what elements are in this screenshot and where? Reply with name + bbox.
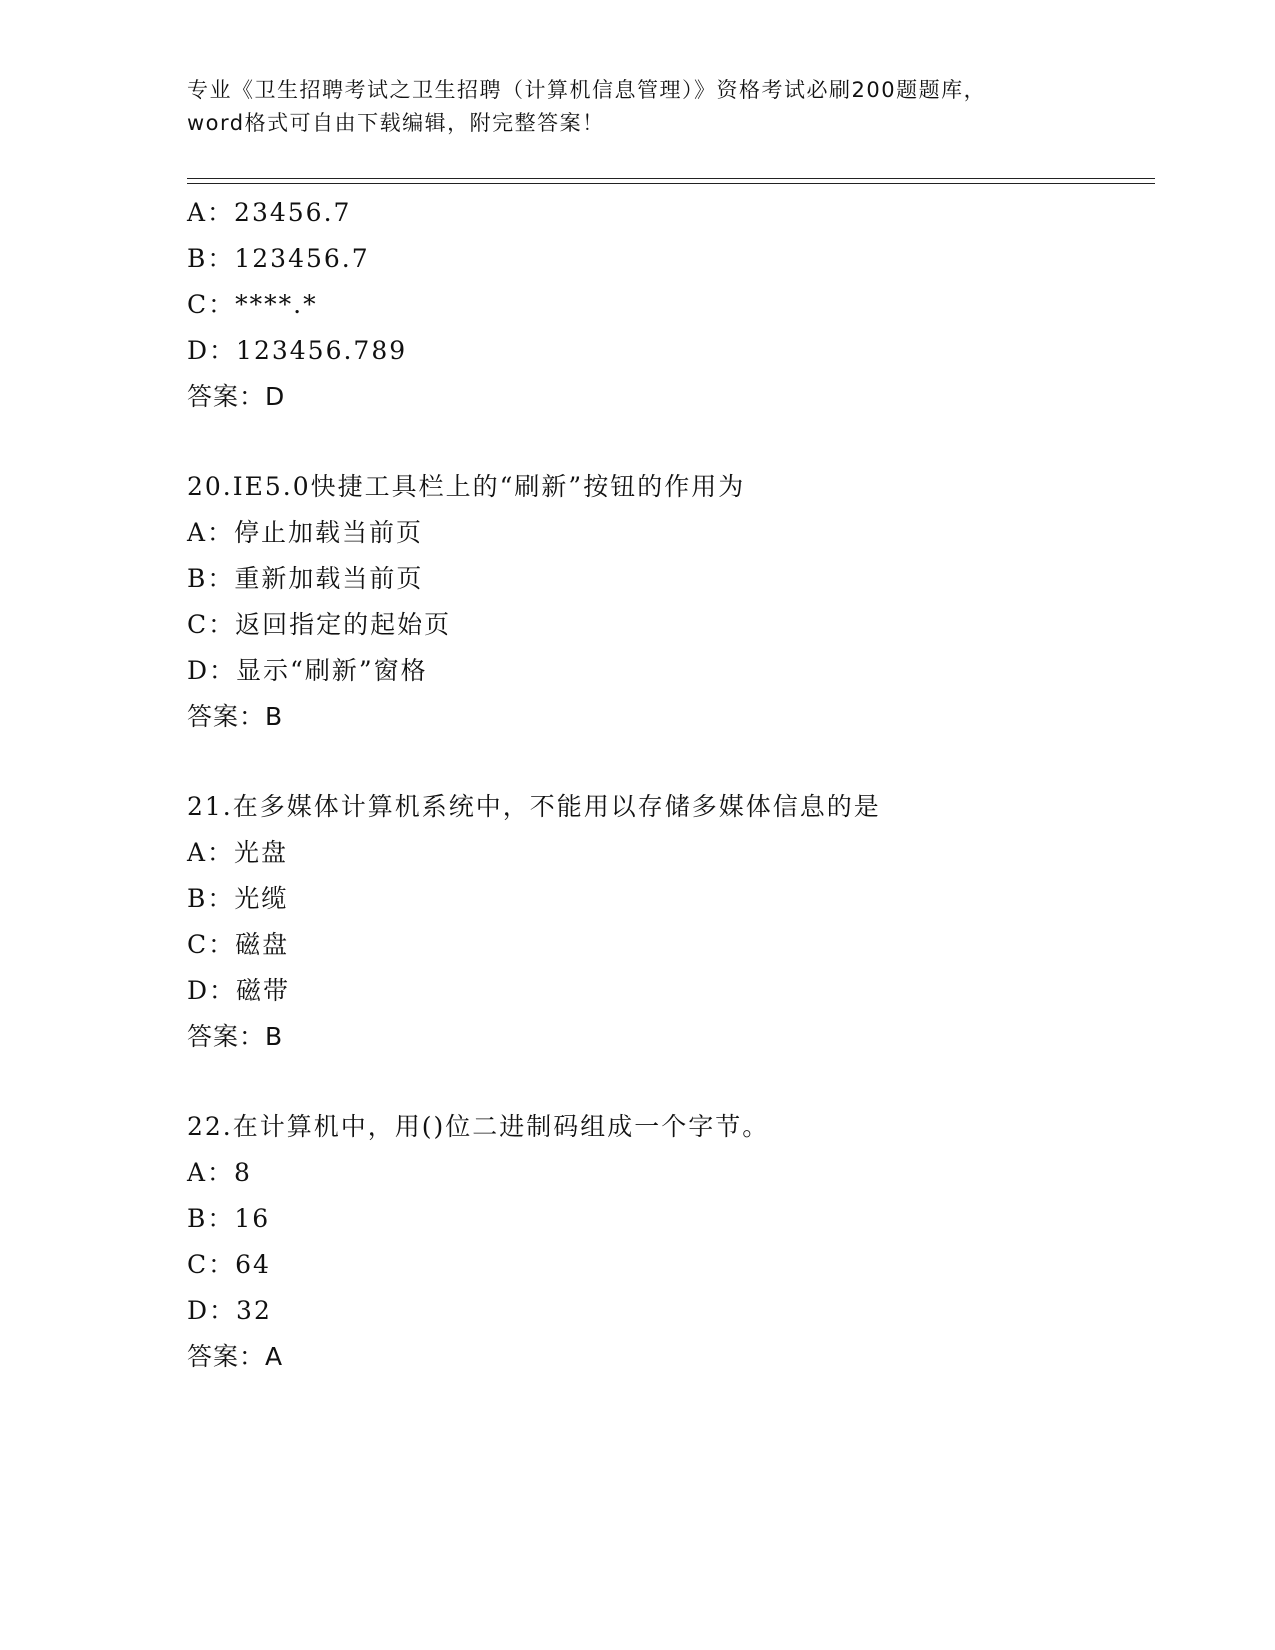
answer-line: 答案：B [187,702,284,731]
answer-line: 答案：A [187,1342,284,1371]
spacer [187,420,1147,464]
answer-line: 答案：B [187,1022,284,1051]
spacer [187,740,1147,784]
option-a: A：停止加载当前页 [187,518,424,547]
option-d: D：123456.789 [187,336,408,365]
question-stem: 20.IE5.0快捷工具栏上的“刷新”按钮的作用为 [187,472,746,501]
option-b: B：光缆 [187,884,289,913]
header-divider-top [187,178,1155,179]
spacer [187,1060,1147,1104]
question-block-22 [187,1104,1147,1380]
option-c: C：****.* [187,290,318,319]
document-header [187,74,1087,140]
option-a: A：光盘 [187,838,289,867]
header-title-line-2: word格式可自由下载编辑，附完整答案！ [187,111,605,135]
question-list [187,190,1147,1380]
option-d: D：磁带 [187,976,291,1005]
option-a: A：23456.7 [187,198,352,227]
question-block-21 [187,784,1147,1060]
answer-line: 答案：D [187,382,286,411]
option-a: A：8 [187,1158,252,1187]
option-c: C：磁盘 [187,930,290,959]
question-stem: 22.在计算机中，用()位二进制码组成一个字节。 [187,1112,770,1141]
option-b: B：重新加载当前页 [187,564,424,593]
option-d: D：32 [187,1296,272,1325]
question-stem: 21.在多媒体计算机系统中，不能用以存储多媒体信息的是 [187,792,881,821]
option-c: C：64 [187,1250,271,1279]
option-d: D：显示“刷新”窗格 [187,656,428,685]
question-block-20 [187,464,1147,740]
option-b: B：16 [187,1204,271,1233]
header-title-line-1: 专业《卫生招聘考试之卫生招聘（计算机信息管理）》资格考试必刷200题题库， [187,78,987,102]
header-divider-bottom [187,183,1155,184]
continued-question-block [187,190,1147,420]
option-b: B：123456.7 [187,244,370,273]
option-c: C：返回指定的起始页 [187,610,452,639]
